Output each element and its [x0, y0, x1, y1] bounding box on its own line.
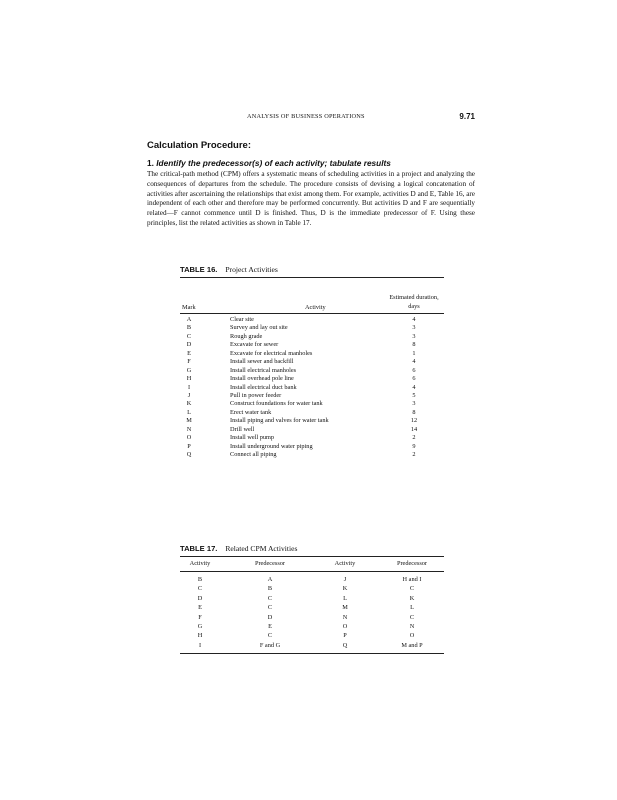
- table16-cell-activity: Install electrical duct bank: [230, 383, 297, 391]
- table17-cell-predecessor-2: M and P: [401, 641, 423, 649]
- table16-cell-mark: Q: [186, 451, 192, 458]
- step-title: Identify the predecessor(s) of each activity; tabulate results: [156, 158, 391, 168]
- table-row: [180, 632, 444, 641]
- table-row: [180, 367, 444, 375]
- table-row: [180, 576, 444, 585]
- table-row: [180, 350, 444, 358]
- table16-cell-mark: E: [187, 349, 191, 357]
- running-title: ANALYSIS OF BUSINESS OPERATIONS: [247, 113, 365, 120]
- table16-cell-days: 4: [412, 358, 416, 366]
- table16-cell-activity: Erect water tank: [230, 408, 272, 416]
- table17-cell-activity-1: G: [197, 622, 203, 630]
- table16-label: TABLE 16.: [180, 265, 218, 274]
- table-row: [180, 614, 444, 623]
- table17-cell-predecessor-1: C: [267, 604, 273, 612]
- table17-cell-activity-2: L: [343, 594, 347, 602]
- table16-cell-days: 2: [412, 451, 416, 458]
- table16-cell-days: 9: [412, 442, 416, 450]
- table16-cell-activity: Install overhead pole line: [230, 375, 294, 383]
- table17-cell-activity-1: H: [197, 632, 203, 640]
- section-heading: Calculation Procedure:: [147, 140, 251, 151]
- table16-cell-mark: P: [187, 442, 191, 450]
- table17-cell-predecessor-1: A: [267, 576, 273, 583]
- table-row: [180, 426, 444, 434]
- table16-cell-days: 3: [412, 332, 416, 340]
- table-row: [180, 595, 444, 604]
- table16-body: [180, 316, 444, 459]
- table16-cell-mark: O: [186, 434, 192, 442]
- table16-cell-mark: J: [187, 391, 191, 399]
- table16-cell-activity: Install piping and valves for water tank: [230, 417, 329, 425]
- table16-cell-days: 1: [412, 349, 416, 357]
- table16-cell-activity: Install sewer and backfill: [230, 358, 294, 366]
- table16-cell-mark: A: [186, 316, 192, 323]
- table16-cell-mark: M: [186, 417, 192, 425]
- table16-cell-activity: Rough grade: [230, 332, 263, 340]
- table17-header-predecessor-2: Predecessor: [396, 560, 428, 567]
- table17-cell-activity-2: J: [343, 576, 347, 583]
- table16-cell-activity: Survey and lay out site: [230, 324, 288, 332]
- table17-caption: [180, 544, 297, 553]
- table17-body: [180, 576, 444, 651]
- table17-cell-predecessor-1: C: [267, 632, 273, 640]
- table16-cell-mark: D: [186, 341, 192, 349]
- table16-cell-days: 5: [412, 391, 416, 399]
- table16-cell-days: 2: [412, 434, 416, 442]
- table17-label: TABLE 17.: [180, 544, 218, 553]
- table17-cell-activity-2: N: [342, 613, 348, 621]
- table16-caption: [180, 265, 278, 274]
- table17-cell-predecessor-2: L: [410, 604, 414, 612]
- table-row: [180, 384, 444, 392]
- table17-cell-activity-1: B: [197, 576, 203, 583]
- table17-cell-activity-1: C: [197, 585, 203, 593]
- table-row: [180, 375, 444, 383]
- table17-cell-predecessor-2: N: [409, 622, 415, 630]
- table-row: [180, 451, 444, 459]
- table16-cell-activity: Drill well: [230, 425, 255, 433]
- table16-cell-days: 8: [412, 408, 416, 416]
- table16-cell-mark: N: [186, 425, 192, 433]
- table16-top-rule: [180, 277, 444, 278]
- table17-cell-activity-1: I: [198, 641, 202, 649]
- table-row: [180, 642, 444, 651]
- table17-cell-predecessor-1: D: [267, 613, 273, 621]
- table-row: [180, 392, 444, 400]
- table-row: [180, 324, 444, 332]
- table16-cell-days: 8: [412, 341, 416, 349]
- table17-cell-activity-2: Q: [342, 641, 348, 649]
- table17-header-activity-1: Activity: [189, 560, 211, 567]
- table16-header-rule: [180, 313, 444, 314]
- table16-cell-activity: Excavate for sewer: [230, 341, 279, 349]
- table17-cell-predecessor-1: B: [267, 585, 273, 593]
- table16-cell-mark: L: [187, 408, 191, 416]
- table16-cell-activity: Excavate for electrical manholes: [230, 349, 313, 357]
- table17-cell-predecessor-2: H and I: [402, 576, 422, 583]
- table16-cell-mark: G: [186, 366, 192, 374]
- table17-cell-predecessor-2: K: [409, 594, 415, 602]
- table-row: [180, 443, 444, 451]
- table16-header-duration: Estimated duration, days: [389, 294, 439, 310]
- table17-cell-predecessor-2: O: [409, 632, 415, 640]
- table16-cell-mark: B: [186, 324, 192, 332]
- table-row: [180, 623, 444, 632]
- table16-cell-mark: K: [186, 400, 192, 408]
- table16-cell-days: 6: [412, 366, 416, 374]
- table16-cell-activity: Install underground water piping: [230, 442, 313, 450]
- table17-cell-predecessor-2: C: [409, 585, 415, 593]
- table17-cell-activity-1: D: [197, 594, 203, 602]
- table16-title: Project Activities: [225, 265, 278, 274]
- table16-cell-mark: H: [186, 375, 192, 383]
- table16-header-mark: Mark: [182, 304, 196, 311]
- table17-cell-activity-1: F: [198, 613, 202, 621]
- table16-header-activity: Activity: [305, 304, 326, 311]
- table17-cell-predecessor-2: C: [409, 613, 415, 621]
- table16-cell-activity: Pull in power feeder: [230, 391, 282, 399]
- table-row: [180, 358, 444, 366]
- table17-top-rule: [180, 556, 444, 557]
- table-row: [180, 585, 444, 594]
- table17-cell-activity-2: K: [342, 585, 348, 593]
- table16-cell-days: 3: [412, 400, 416, 408]
- table16-cell-days: 4: [412, 383, 416, 391]
- table16-cell-activity: Connect all piping: [230, 451, 277, 458]
- table-row: [180, 604, 444, 613]
- table16-cell-mark: I: [187, 383, 191, 391]
- table16-cell-activity: Install well pump: [230, 434, 275, 442]
- table-row: [180, 417, 444, 425]
- table16-cell-mark: C: [186, 332, 192, 340]
- table16-cell-mark: F: [187, 358, 191, 366]
- step-heading: [147, 158, 391, 168]
- table16-cell-days: 3: [412, 324, 416, 332]
- table-row: [180, 316, 444, 324]
- table-row: [180, 434, 444, 442]
- table17-cell-activity-1: E: [198, 604, 202, 612]
- table17-title: Related CPM Activities: [225, 544, 298, 553]
- table17-header-predecessor-1: Predecessor: [254, 560, 286, 567]
- table16-cell-days: 14: [410, 425, 418, 433]
- step-number: 1.: [147, 158, 154, 168]
- table-row: [180, 400, 444, 408]
- table-row: [180, 409, 444, 417]
- table16-cell-days: 4: [412, 316, 416, 323]
- table16-cell-activity: Construct foundations for water tank: [230, 400, 323, 408]
- table17-header-activity-2: Activity: [334, 560, 356, 567]
- page-number: 9.71: [459, 112, 475, 121]
- table-row: [180, 341, 444, 349]
- table17-header: [180, 560, 444, 571]
- table17-cell-predecessor-1: E: [268, 622, 272, 630]
- running-header: [147, 113, 475, 125]
- table17-cell-activity-2: O: [342, 622, 348, 630]
- body-paragraph: The critical-path method (CPM) offers a systematic means of scheduling activities in a project and analyzing the consequences of departures from the schedule. The procedure consists of devising a logical concatenation of activities after ascertaining the relationships that exist among them. For example, activities D and E, Table 16, are independent of each other and therefore may be performed concurrently. But activities D and F are sequentially related—F cannot commence until D is finished. Thus, D is the immediate predecessor of F. Using these principles, list the related activities as shown in Table 17.: [147, 170, 475, 227]
- table-row: [180, 333, 444, 341]
- table16-header: [180, 281, 444, 313]
- table17-cell-activity-2: M: [342, 604, 348, 612]
- table17-cell-predecessor-1: C: [267, 594, 273, 602]
- table17-bottom-rule: [180, 653, 444, 654]
- table16-cell-days: 6: [412, 375, 416, 383]
- table16-cell-activity: Clear site: [230, 316, 254, 323]
- table17-cell-predecessor-1: F and G: [259, 641, 281, 649]
- table17-header-rule: [180, 571, 444, 572]
- table16-cell-activity: Install electrical manholes: [230, 366, 297, 374]
- table17-cell-activity-2: P: [343, 632, 347, 640]
- table16-cell-days: 12: [410, 417, 418, 425]
